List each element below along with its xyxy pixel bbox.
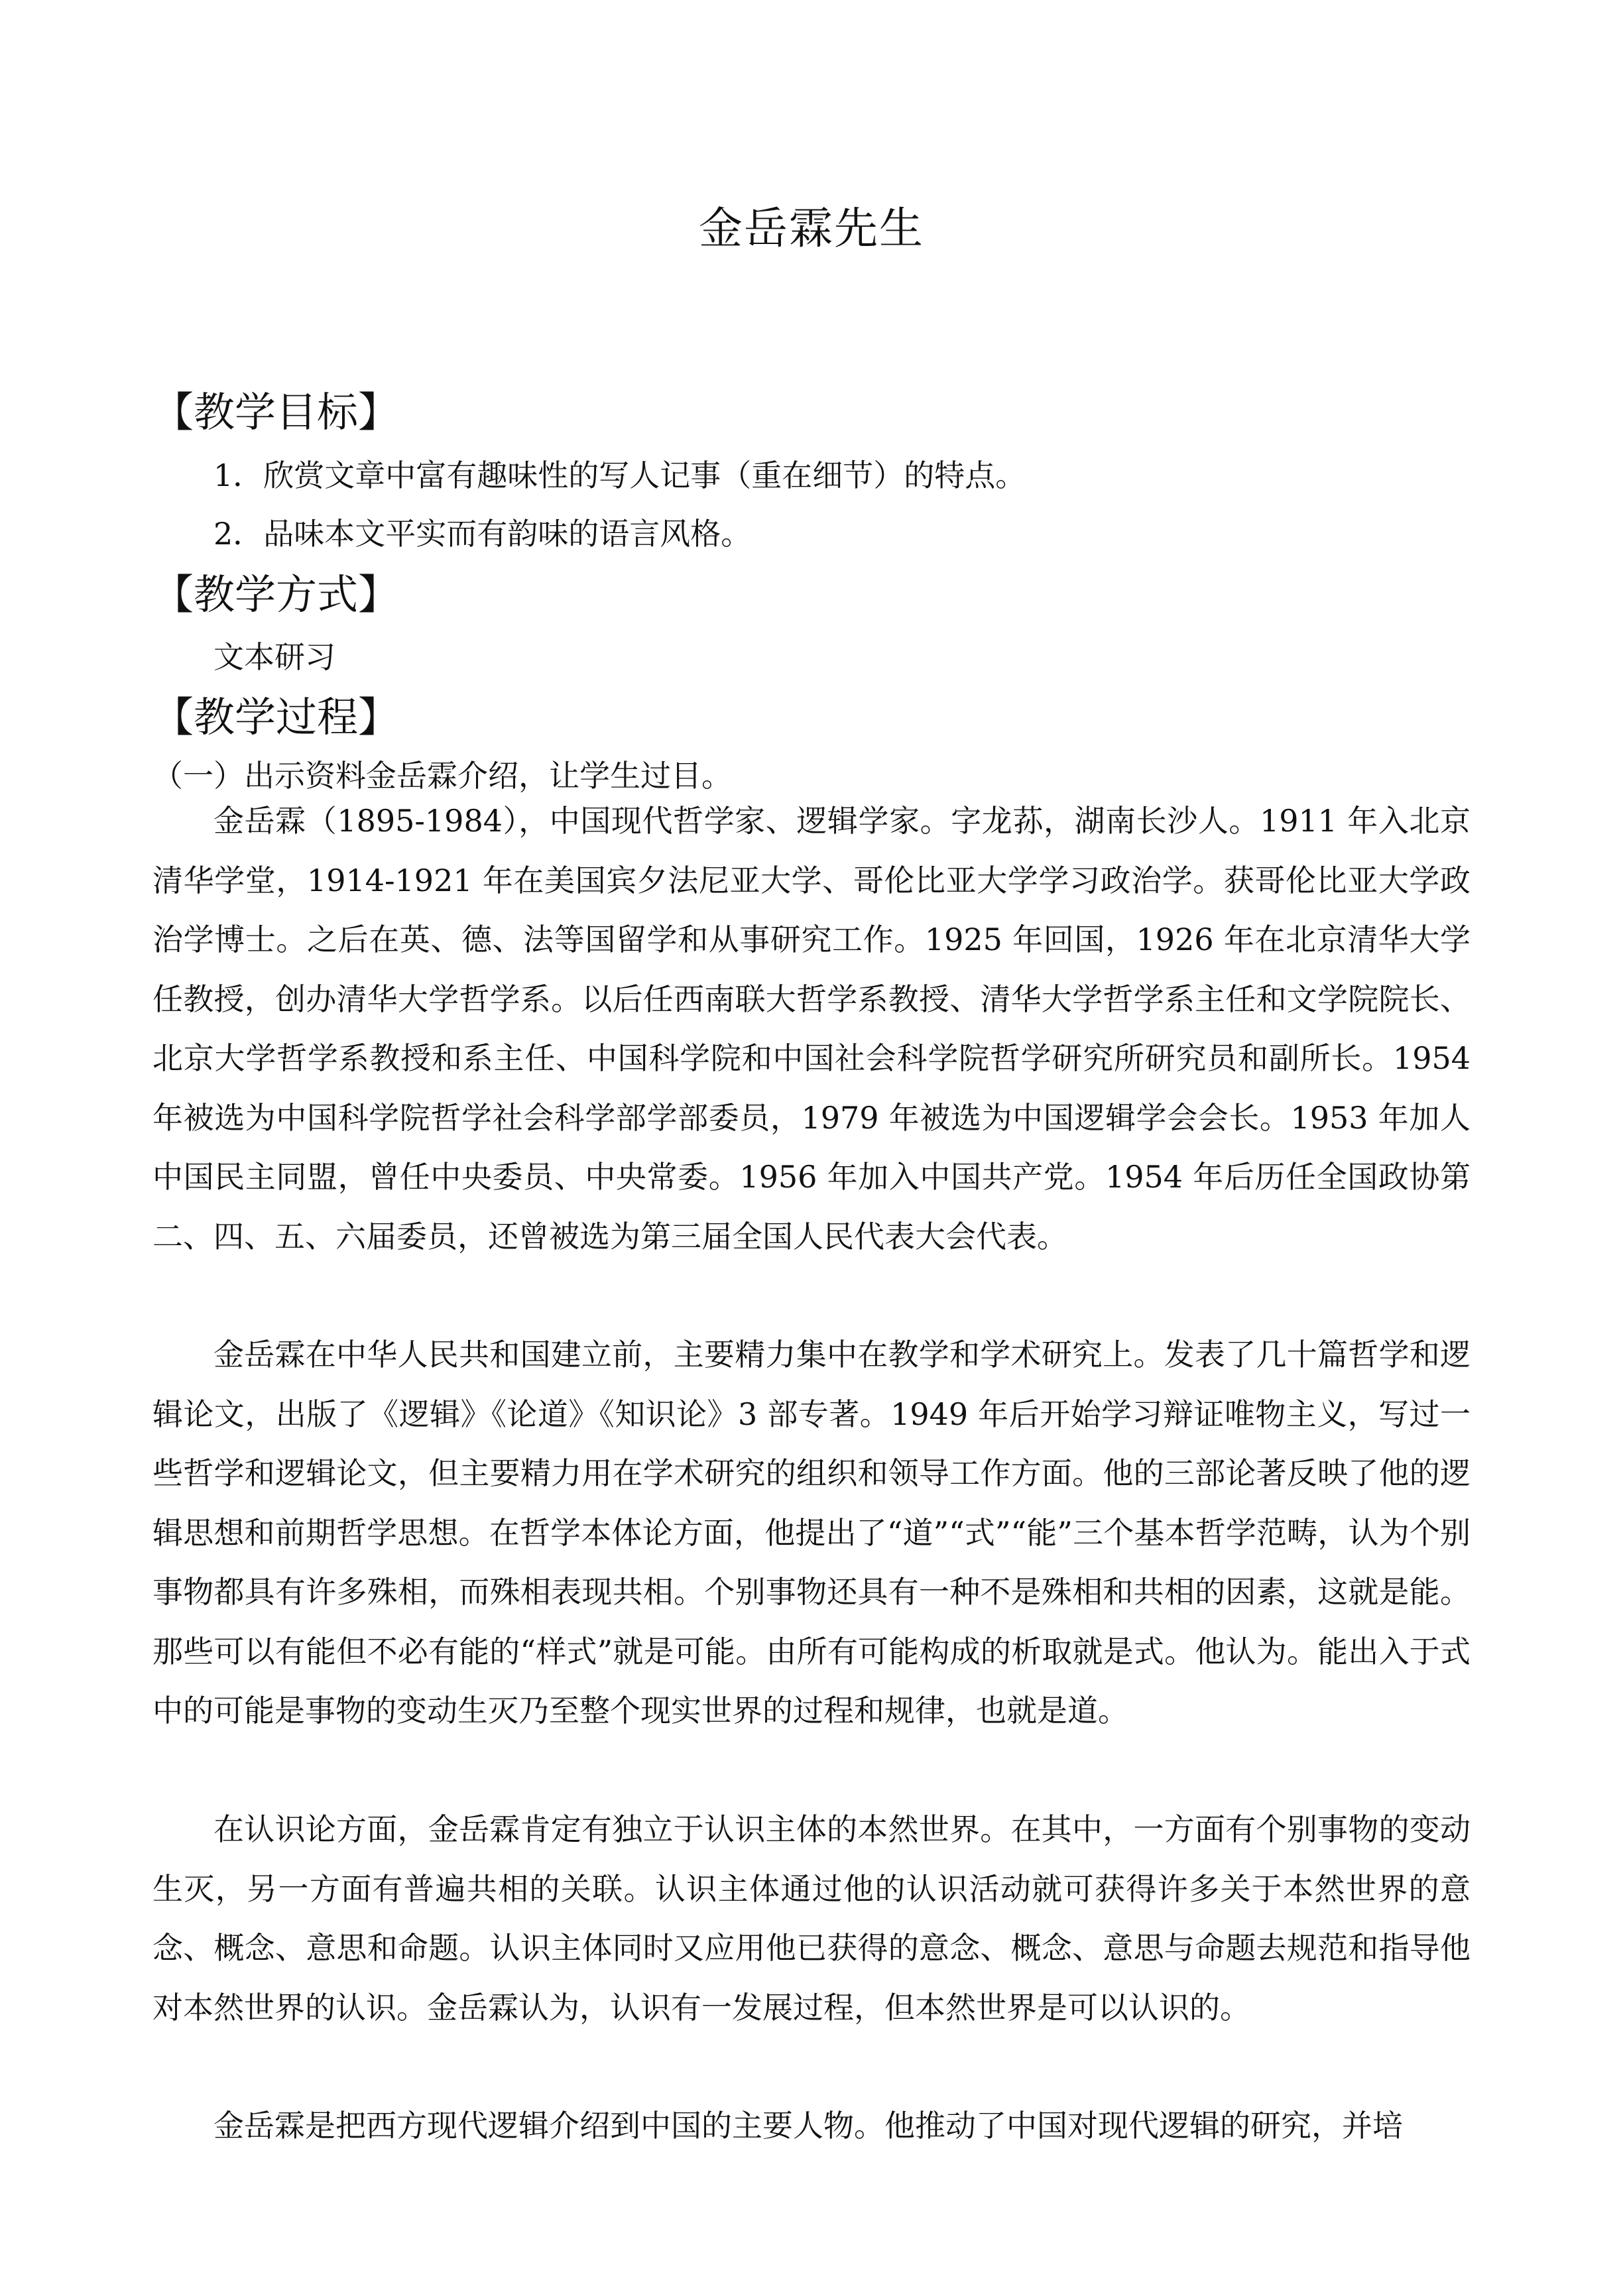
objective-item-1: 1．欣赏文章中富有趣味性的写人记事（重在细节）的特点。 xyxy=(213,457,1026,493)
objective-item-2: 2．品味本文平实而有韵味的语言风格。 xyxy=(213,516,752,552)
document-title: 金岳霖先生 xyxy=(699,203,924,254)
method-heading: 【教学方式】 xyxy=(152,570,400,619)
paragraph-academic-work: 金岳霖在中华人民共和国建立前，主要精力集中在教学和学术研究上。发表了几十篇哲学和逻辑论文，出版了《逻辑》《论道》《知识论》3 部专著。1949 年后开始学习辩证唯物主义，写过一些哲学和逻辑论文，但主要精力用在学术研究的组织和领导工作方面。他的三部论著反映了他的逻辑思想和前期哲学思想。在哲学本体论方面，他提出了“道”“式”“能”三个基本哲学范畴，认为个别事物都具有许多殊相，而殊相表现共相。个别事物还具有一种不是殊相和共相的因素，这就是能。那些可以有能但不必有能的“样式”就是可能。由所有可能构成的析取就是式。他认为。能出入于式中的可能是事物的变动生灭乃至整个现实世界的过程和规律，也就是道。 xyxy=(152,1337,1471,1728)
paragraph-epistemology: 在认识论方面，金岳霖肯定有独立于认识主体的本然世界。在其中，一方面有个别事物的变动生灭，另一方面有普遍共相的关联。认识主体通过他的认识活动就可获得许多关于本然世界的意念、概念、意思和命题。认识主体同时又应用他已获得的意念、概念、意思与命题去规范和指导他对本然世界的认识。金岳霖认为，认识有一发展过程，但本然世界是可以认识的。 xyxy=(152,1811,1471,2025)
process-heading: 【教学过程】 xyxy=(152,693,400,741)
objectives-heading: 【教学目标】 xyxy=(152,388,400,436)
paragraph-logic-intro: 金岳霖是把西方现代逻辑介绍到中国的主要人物。他推动了中国对现代逻辑的研究，并培 xyxy=(213,2108,1403,2144)
paragraph-biography: 金岳霖（1895-1984），中国现代哲学家、逻辑学家。字龙荪，湖南长沙人。1911 年入北京清华学堂，1914-1921 年在美国宾夕法尼亚大学、哥伦比亚大学学习政治学。获哥伦比亚大学政治学博士。之后在英、德、法等国留学和从事研究工作。1925 年回国，1926 年在北京清华大学任教授，创办清华大学哲学系。以后任西南联大哲学系教授、清华大学哲学系主任和文学院院长、北京大学哲学系教授和系主任、中国科学院和中国社会科学院哲学研究所研究员和副所长。1954 年被选为中国科学院哲学社会科学部学部委员，1979 年被选为中国逻辑学会会长。1953 年加人中国民主同盟，曾任中央委员、中央常委。1956 年加入中国共产党。1954 年后历任全国政协第二、四、五、六届委员，还曾被选为第三届全国人民代表大会代表。 xyxy=(152,803,1471,1254)
process-step-1: （一）出示资料金岳霖介绍，让学生过目。 xyxy=(152,758,732,794)
method-text: 文本研习 xyxy=(213,639,335,675)
